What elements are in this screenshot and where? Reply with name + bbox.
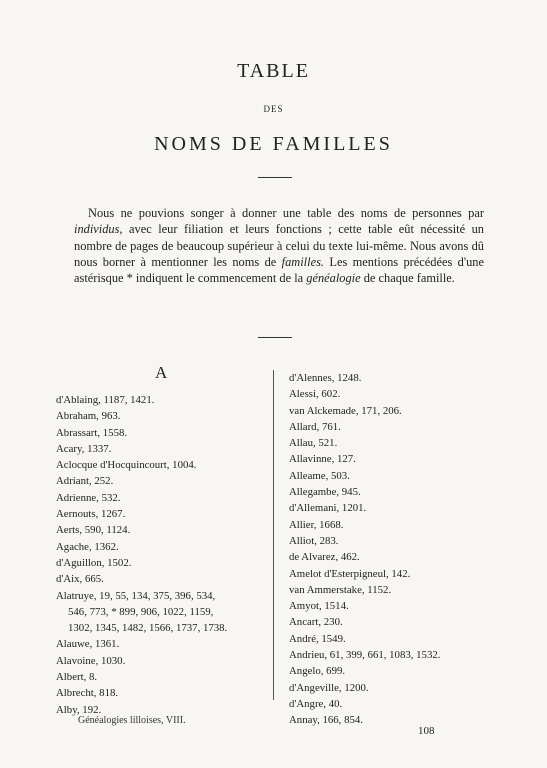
- index-entry: Abrassart, 1558.: [56, 426, 128, 439]
- index-entry: Agache, 1362.: [56, 540, 119, 553]
- index-entry: d'Ablaing, 1187, 1421.: [56, 394, 155, 406]
- intro-text-3: Les mentions précédées d'une astérisque * indiquent le commencement de la: [74, 254, 484, 286]
- index-entry: Ancart, 230.: [289, 616, 343, 629]
- title-connector: DES: [263, 104, 284, 114]
- index-entry: Aernouts, 1267.: [56, 508, 126, 521]
- index-entry: Andrieu, 61, 399, 661, 1083, 1532.: [289, 649, 441, 662]
- intro-paragraph: [74, 205, 484, 286]
- index-entry: van Ammerstake, 1152.: [289, 583, 392, 596]
- intro-text-2: avec leur filiation et leurs fonctions ; cette table eût nécessité un nombre de pages de beaucoup supérieur à celui du texte lui-même. Nous avons dû nous borner à mentionner les noms de: [74, 222, 484, 269]
- index-entry: Acary, 1337.: [56, 442, 112, 455]
- page-number: 108: [418, 725, 435, 737]
- index-entry: Allegambe, 945.: [289, 486, 361, 499]
- index-entry: d'Aix, 665.: [56, 573, 104, 586]
- index-entry: d'Alennes, 1248.: [289, 372, 362, 384]
- index-entry: Annay, 166, 854.: [289, 714, 363, 727]
- section-letter: A: [155, 363, 168, 382]
- column-divider: [273, 370, 274, 700]
- index-entry: Adriant, 252.: [56, 475, 114, 488]
- index-entry: Abraham, 963.: [56, 410, 121, 423]
- index-entry: Allau, 521.: [289, 437, 338, 450]
- index-entry: d'Angeville, 1200.: [289, 681, 369, 694]
- title-divider: [258, 177, 292, 178]
- index-entry: Alleame, 503.: [289, 469, 350, 482]
- index-entry: van Alckemade, 171, 206.: [289, 404, 402, 417]
- intro-emphasis-1: individus,: [74, 222, 123, 237]
- page-title: TABLE: [237, 60, 310, 82]
- index-entry: Albrecht, 818.: [56, 687, 119, 700]
- index-column-left: [56, 392, 266, 718]
- index-entry: de Alvarez, 462.: [289, 551, 360, 564]
- index-entry: Amyot, 1514.: [289, 600, 349, 613]
- index-entry: Amelot d'Esterpigneul, 142.: [289, 567, 411, 580]
- index-entry: Albert, 8.: [56, 671, 98, 684]
- index-entry: Adrienne, 532.: [56, 491, 121, 504]
- index-entry: Alavoine, 1030.: [56, 654, 126, 667]
- index-entry: Allard, 761.: [289, 420, 341, 433]
- index-entry: d'Angre, 40.: [289, 697, 343, 710]
- intro-emphasis-3: généalogie: [306, 271, 361, 286]
- footer-source: Généalogies lilloises, VIII.: [78, 715, 186, 726]
- index-entry: Aclocque d'Hocquincourt, 1004.: [56, 459, 197, 472]
- index-entry: André, 1549.: [289, 632, 346, 645]
- index-entry: Alliot, 283.: [289, 534, 339, 547]
- index-entry: Aerts, 590, 1124.: [56, 524, 131, 537]
- index-entry: Allier, 1668.: [289, 518, 344, 531]
- intro-text-1: Nous ne pouvions songer à donner une table des noms de personnes par: [88, 206, 484, 220]
- index-entry: Allavinne, 127.: [289, 453, 356, 466]
- index-entry: Alatruye, 19, 55, 134, 375, 396, 534,: [56, 589, 216, 602]
- intro-emphasis-2: familles.: [281, 254, 324, 269]
- index-column-right: [289, 370, 499, 729]
- index-entry: Alauwe, 1361.: [56, 638, 120, 651]
- intro-text-4: de chaque famille.: [360, 271, 455, 286]
- index-entry: Alessi, 602.: [289, 388, 341, 401]
- index-entry: Angelo, 699.: [289, 665, 346, 678]
- page-subtitle: NOMS DE FAMILLES: [154, 133, 393, 155]
- index-entry: d'Aguillon, 1502.: [56, 556, 132, 569]
- index-entry-continuation: 1302, 1345, 1482, 1566, 1737, 1738.: [68, 622, 228, 635]
- index-entry-continuation: 546, 773, * 899, 906, 1022, 1159,: [68, 605, 214, 618]
- index-entry: d'Allemani, 1201.: [289, 502, 367, 515]
- index-entry: Alby, 192.: [56, 703, 102, 716]
- intro-divider: [258, 337, 292, 338]
